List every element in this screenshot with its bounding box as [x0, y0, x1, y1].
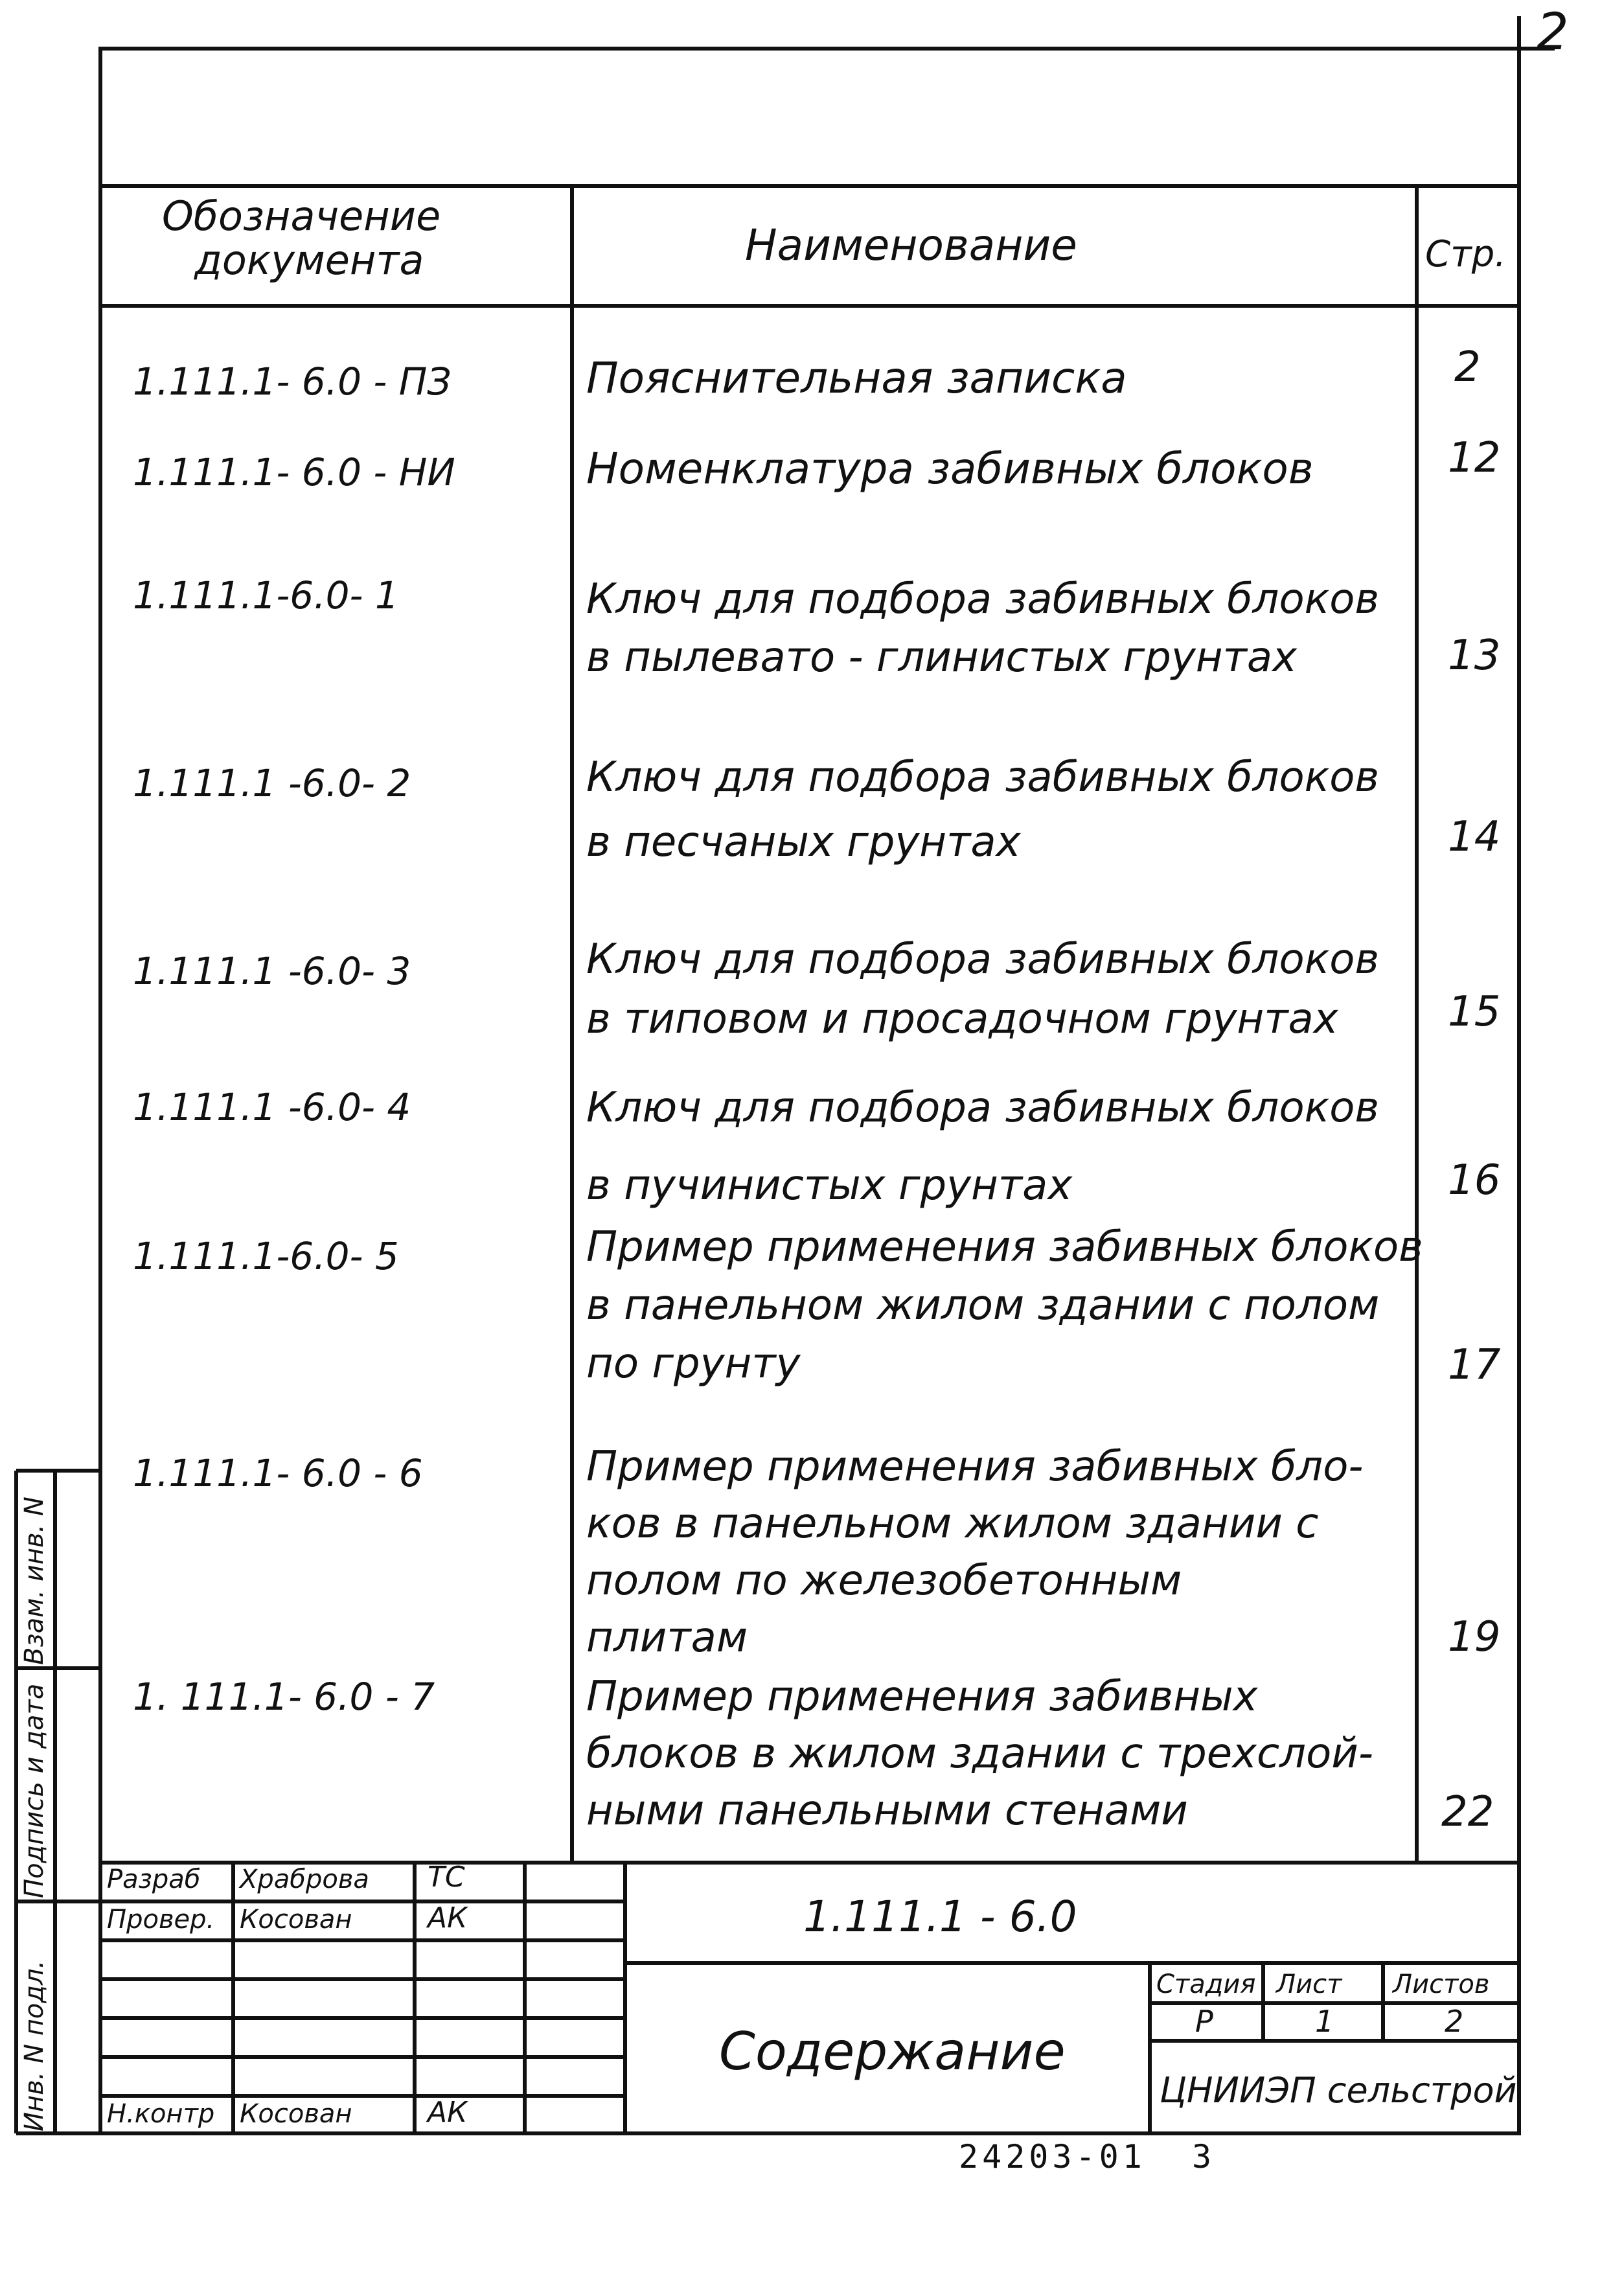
tb-role: Провер.: [107, 1905, 215, 1935]
row-name: [586, 1218, 1423, 1393]
row-name-line: Пример применения забивных бло-: [586, 1443, 1364, 1491]
row-name-line: Пример применения забивных блоков: [586, 1223, 1423, 1271]
row-name-line: плитам: [586, 1614, 748, 1662]
row-name-line: ков в панельном жилом здании с: [586, 1500, 1319, 1548]
row-name-line: по грунту: [586, 1340, 801, 1388]
row-page: 15: [1448, 988, 1501, 1036]
row-name-line: Ключ для подбора забивных блоков: [586, 575, 1380, 623]
row-designation: 1.111.1 -6.0- 2: [133, 761, 411, 805]
row-page: 19: [1448, 1613, 1501, 1661]
row-name-line: в типовом и просадочном грунтах: [586, 995, 1338, 1043]
row-name-line: Ключ для подбора забивных блоков: [586, 753, 1380, 801]
row-name: [586, 1069, 1379, 1224]
row-page: 2: [1454, 343, 1481, 391]
row-page: 14: [1448, 813, 1501, 861]
sheets-label: Листов: [1393, 1969, 1490, 1999]
row-name: [586, 441, 1314, 498]
tb-name: Косован: [240, 1905, 352, 1935]
row-name-line: полом по железобетонным: [586, 1557, 1182, 1605]
sheets-value: 2: [1445, 2004, 1464, 2039]
row-name-line: в песчаных грунтах: [586, 818, 1021, 866]
row-page: 16: [1448, 1156, 1501, 1204]
row-name: [586, 930, 1379, 1049]
sheet-value: 1: [1315, 2004, 1334, 2039]
header-name: Наименование: [745, 220, 1077, 270]
stage-value: Р: [1195, 2004, 1213, 2039]
tb-signature: ТС: [428, 1861, 465, 1894]
row-name: [586, 1438, 1363, 1666]
row-page: 12: [1448, 434, 1501, 482]
row-name-line: Ключ для подбора забивных блоков: [586, 936, 1380, 983]
row-designation: 1.111.1 -6.0- 3: [133, 949, 411, 993]
row-name-line: Пример применения забивных: [586, 1673, 1258, 1721]
row-page: 13: [1448, 632, 1501, 680]
row-designation: 1.111.1- 6.0 - ПЗ: [133, 360, 452, 404]
row-name-line: блоков в жилом здании с трехслой-: [586, 1730, 1373, 1778]
row-name-line: Пояснительная записка: [586, 353, 1127, 403]
side-sign-date: Подпись и дата: [19, 1683, 49, 1898]
side-inv-replace: Взам. инв. N: [19, 1497, 49, 1665]
header-page: Стр.: [1425, 233, 1507, 275]
sheet-number: 2: [1537, 3, 1569, 62]
tb-role: Разраб: [107, 1865, 201, 1894]
row-page: 17: [1448, 1341, 1501, 1389]
row-name-line: в пучинистых грунтах: [586, 1162, 1073, 1210]
tb-signature: АК: [428, 1901, 468, 1935]
row-name-line: в панельном жилом здании с полом: [586, 1281, 1380, 1329]
organization: ЦНИИЭП сельстрой: [1160, 2070, 1517, 2111]
header-designation: [162, 194, 440, 282]
row-designation: 1.111.1 -6.0- 4: [133, 1085, 411, 1129]
stage-label: Стадия: [1156, 1969, 1256, 1999]
row-page: 22: [1441, 1788, 1494, 1836]
row-designation: 1. 111.1- 6.0 - 7: [133, 1675, 435, 1719]
tb-name: Храброва: [240, 1865, 369, 1894]
doc-code: 1.111.1 - 6.0: [803, 1892, 1077, 1942]
tb-role: Н.контр: [107, 2099, 215, 2129]
row-designation: 1.111.1-6.0- 1: [133, 573, 399, 617]
footer-code: 24203-01: [959, 2138, 1146, 2176]
tb-name: Косован: [240, 2099, 352, 2129]
header-designation-line-1: Обозначение: [162, 192, 441, 240]
row-designation: 1.111.1- 6.0 - 6: [133, 1451, 423, 1495]
row-name-line: в пылевато - глинистых грунтах: [586, 634, 1297, 682]
doc-title: Содержание: [719, 2021, 1066, 2082]
tb-signature: АК: [428, 2096, 468, 2129]
row-name: [586, 570, 1379, 687]
row-name-line: ными панельными стенами: [586, 1787, 1188, 1835]
sheet-label: Лист: [1276, 1969, 1342, 1999]
row-name: [586, 1668, 1373, 1839]
side-inv-no-orig: Инв. N подл.: [19, 1960, 49, 2131]
row-name: [586, 745, 1379, 875]
row-name-line: Ключ для подбора забивных блоков: [586, 1084, 1380, 1132]
row-designation: 1.111.1- 6.0 - НИ: [133, 450, 455, 494]
footer-page: 3: [1192, 2138, 1212, 2176]
row-name: [586, 350, 1127, 407]
row-designation: 1.111.1-6.0- 5: [133, 1234, 399, 1278]
header-designation-line-2: документа: [194, 236, 424, 284]
row-name-line: Номенклатура забивных блоков: [586, 444, 1314, 494]
